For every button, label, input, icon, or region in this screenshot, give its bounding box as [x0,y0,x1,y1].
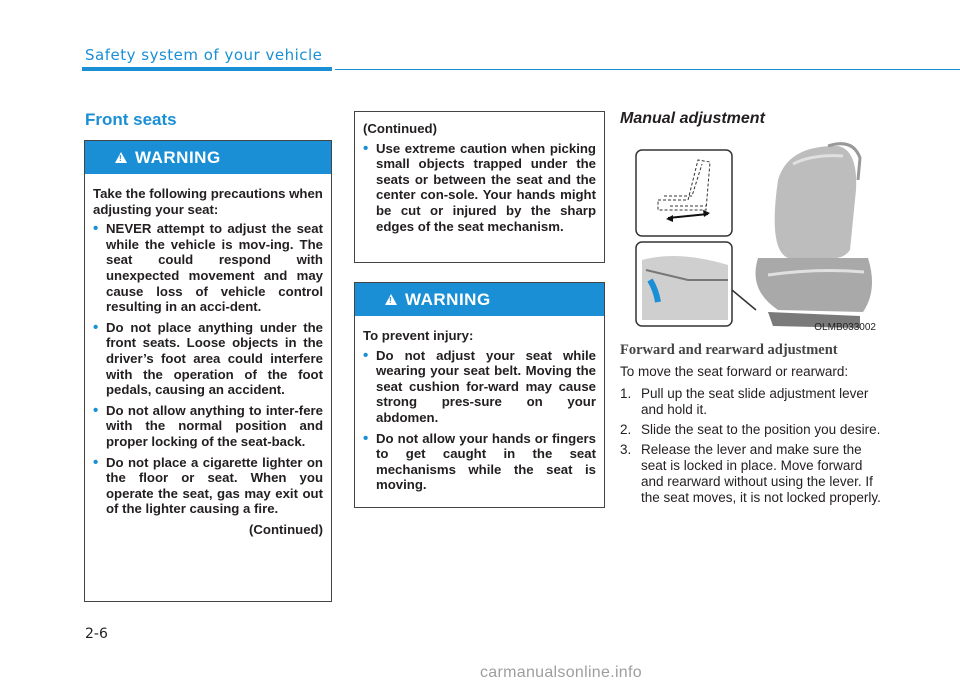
warning-body [355,316,604,506]
warning-header [85,141,331,174]
seat-figure [628,140,878,336]
step-item [620,422,882,438]
figure-caption: OLMB033002 [814,322,876,333]
seat-illustration [628,140,878,336]
continued-box [354,111,605,263]
warning-icon [115,152,127,163]
warning-intro: To prevent injury: [363,328,474,343]
warning-label: WARNING [405,289,491,309]
warning-intro: Take the following precautions when adjusting your seat: [93,186,323,217]
warning-item: • NEVER attempt to adjust the seat while the vehicle is mov-ing. The seat could respond with unexpected movement and may cause loss of vehicle control resulting in an acci-dent. [93,221,323,315]
step-number: 2. [620,422,632,437]
warning-list [93,221,323,517]
warning-item: • Do not allow your hands or fingers to get caught in the seat mechanisms while the seat is moving. [363,431,596,493]
step-text: Pull up the seat slide adjustment lever and hold it. [641,386,869,417]
warning-list [363,348,596,493]
continued-item: • Use extreme caution when picking small objects trapped under the seats or between the seat and the center con-sole. Your hands might be cut or injured by the sharp edges of the seat mechanism. [363,141,596,235]
warning-label: WARNING [135,147,221,167]
steps-list [620,386,882,510]
warning-icon [385,294,397,305]
step-text: Slide the seat to the position you desire. [641,422,881,437]
header-rule-thin [335,69,960,70]
section-title: Front seats [85,110,177,129]
continued-label: (Continued) [363,121,437,136]
warning-item: • Do not adjust your seat while wearing your seat belt. Moving the seat cushion for-ward may cause strong pres-sure on your abdomen. [363,348,596,426]
header-rule [82,67,332,71]
continued-list [363,141,596,235]
warning-box-1 [84,140,332,602]
page-number: 2-6 [85,626,108,642]
step-item [620,442,882,506]
warning-item: • Do not place a cigarette lighter on the floor or seat. When you operate the seat, gas may exit out of the lighter causing a fire. [93,455,323,517]
step-text: Release the lever and make sure the seat is locked in place. Move forward and rearward without using the lever. If the seat moves, it is not locked properly. [641,442,881,505]
header-title: Safety system of your vehicle [85,46,323,64]
step-item [620,386,882,418]
step-number: 1. [620,386,632,401]
warning-header [355,283,604,316]
continued-note: (Continued) [249,521,323,537]
step-number: 3. [620,442,632,457]
continued-body [355,112,604,247]
manual-title: Manual adjustment [620,110,765,127]
warning-item: • Do not place anything under the front seats. Loose objects in the driver’s foot area could interfere with the operation of the foot pedals, causing an accident. [93,320,323,398]
sub-title: Forward and rearward adjustment [620,342,838,358]
warning-body [85,174,331,545]
warning-item: • Do not allow anything to inter-fere with the normal position and proper locking of the seat-back. [93,403,323,450]
watermark: carmanualsonline.info [480,664,642,681]
warning-box-2 [354,282,605,508]
intro-text: To move the seat forward or rearward: [620,364,849,379]
